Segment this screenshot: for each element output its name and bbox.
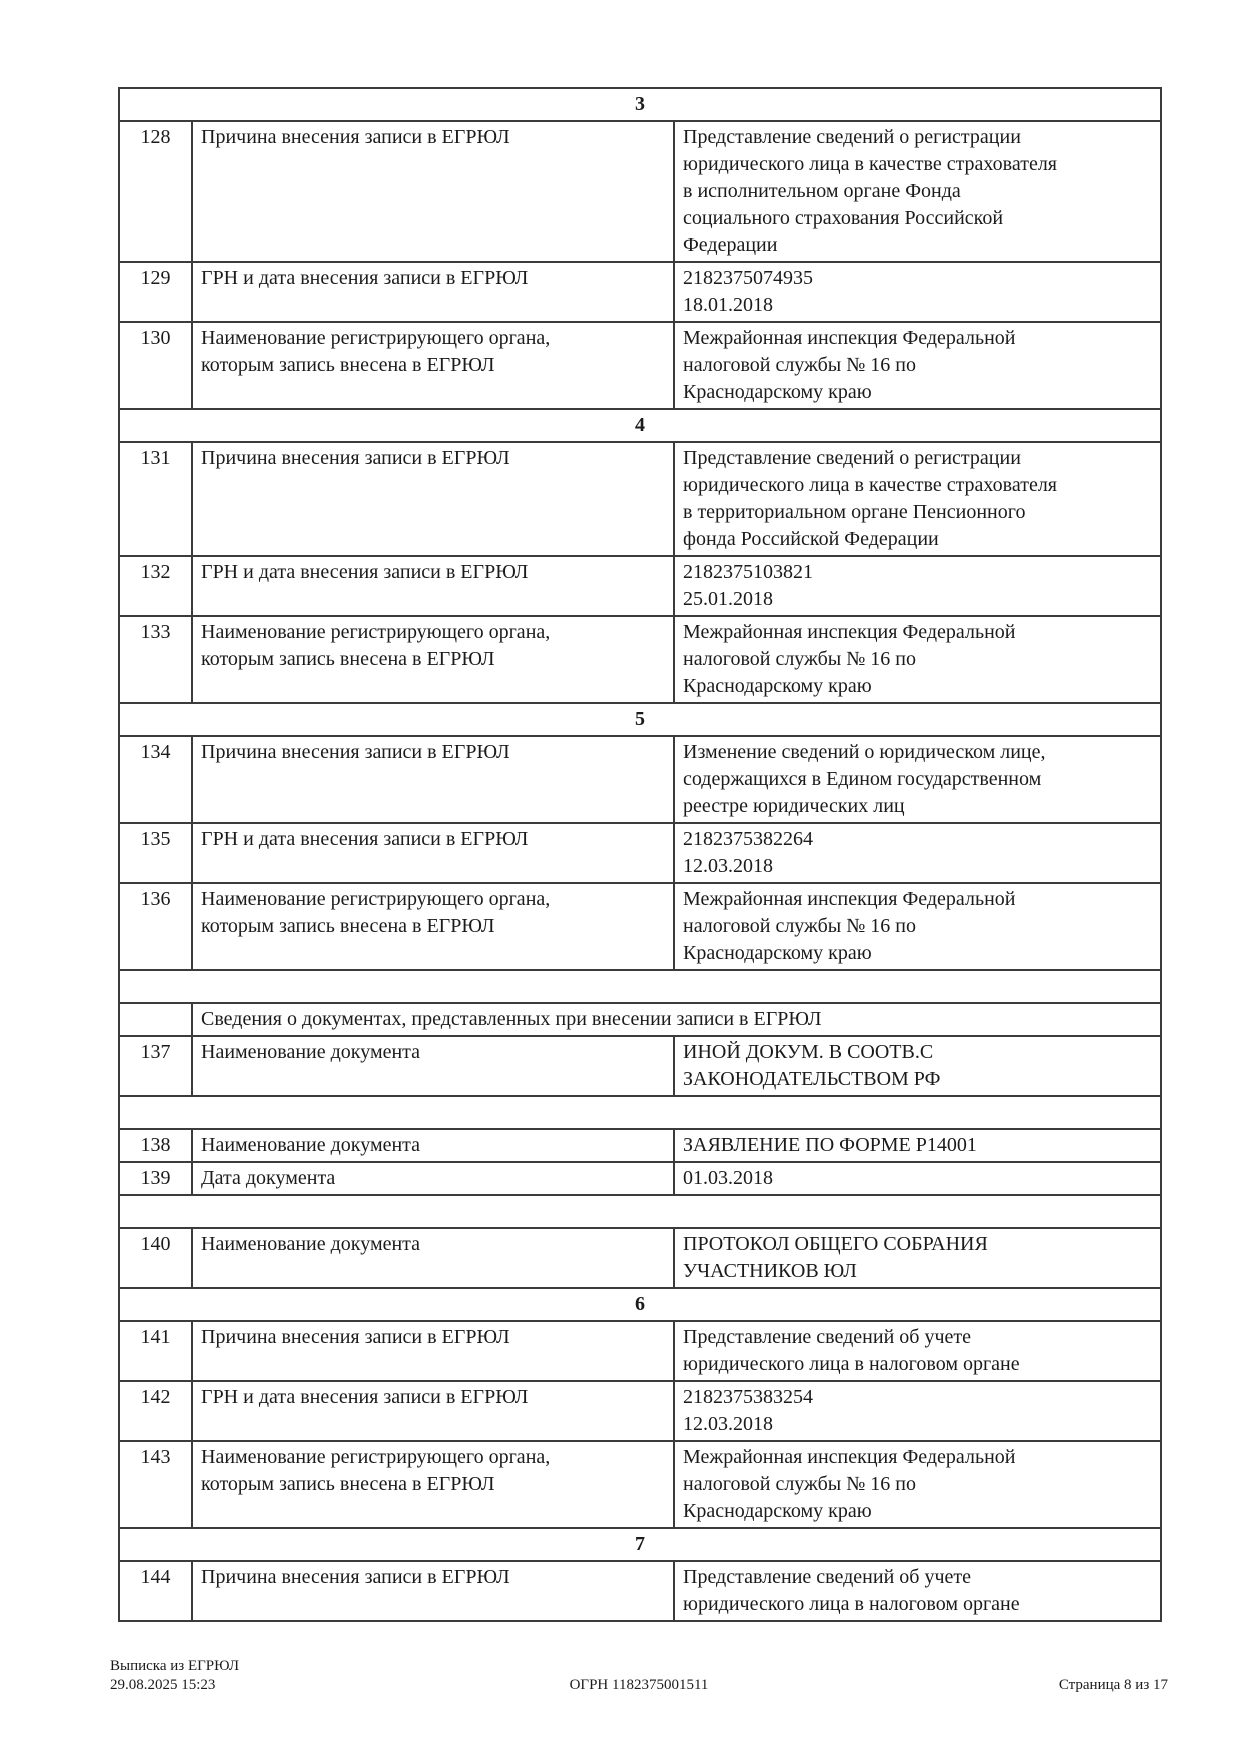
field-label-line: которым запись внесена в ЕГРЮЛ xyxy=(201,648,495,670)
field-value-line: 12.03.2018 xyxy=(683,855,773,877)
footer-datetime: 29.08.2025 15:23 xyxy=(110,1677,216,1693)
field-label-cell xyxy=(192,322,674,409)
field-value-line: Краснодарскому краю xyxy=(683,1500,872,1522)
field-value-line: Представление сведений об учете xyxy=(683,1326,971,1348)
egrul-records-table xyxy=(118,87,1162,1622)
table-row xyxy=(119,616,1161,703)
field-label-line: ГРН и дата внесения записи в ЕГРЮЛ xyxy=(201,561,529,583)
field-label-line: Причина внесения записи в ЕГРЮЛ xyxy=(201,126,510,148)
row-number-cell: 144 xyxy=(119,1561,192,1621)
field-value-line: 2182375382264 xyxy=(683,828,813,850)
field-label-line: Наименование регистрирующего органа, xyxy=(201,888,551,910)
field-value-line: Межрайонная инспекция Федеральной xyxy=(683,621,1016,643)
row-number-cell: 135 xyxy=(119,823,192,883)
field-value-line: юридического лица в качестве страхователя xyxy=(683,474,1058,496)
field-value-line: ЗАЯВЛЕНИЕ ПО ФОРМЕ Р14001 xyxy=(683,1134,977,1156)
field-label-line: ГРН и дата внесения записи в ЕГРЮЛ xyxy=(201,828,529,850)
field-label-cell xyxy=(192,1561,674,1621)
field-label-line: Причина внесения записи в ЕГРЮЛ xyxy=(201,741,510,763)
field-label-line: ГРН и дата внесения записи в ЕГРЮЛ xyxy=(201,267,529,289)
field-value-cell xyxy=(674,556,1161,616)
row-number-cell: 133 xyxy=(119,616,192,703)
field-value-line: налоговой службы № 16 по xyxy=(683,354,916,376)
field-value-line: социального страхования Российской xyxy=(683,207,1004,229)
row-number-cell: 139 xyxy=(119,1162,192,1195)
table-row xyxy=(119,823,1161,883)
row-number-cell: 131 xyxy=(119,442,192,556)
field-value-line: Изменение сведений о юридическом лице, xyxy=(683,741,1046,763)
row-number-cell: 141 xyxy=(119,1321,192,1381)
table-row xyxy=(119,1162,1161,1195)
field-value-line: Краснодарскому краю xyxy=(683,942,872,964)
field-label-cell xyxy=(192,1321,674,1381)
table-row xyxy=(119,322,1161,409)
field-label-line: Причина внесения записи в ЕГРЮЛ xyxy=(201,1566,510,1588)
table-row xyxy=(119,1129,1161,1162)
field-label-cell xyxy=(192,1036,674,1096)
field-value-cell xyxy=(674,1381,1161,1441)
table-row xyxy=(119,442,1161,556)
field-value-line: 25.01.2018 xyxy=(683,588,773,610)
table-row xyxy=(119,556,1161,616)
field-value-cell xyxy=(674,1036,1161,1096)
field-value-line: ПРОТОКОЛ ОБЩЕГО СОБРАНИЯ xyxy=(683,1233,988,1255)
footer-ogrn: ОГРН 1182375001511 xyxy=(569,1677,709,1693)
row-number-cell: 136 xyxy=(119,883,192,970)
field-value-cell xyxy=(674,823,1161,883)
section-number: 7 xyxy=(119,1528,1161,1561)
field-label-cell xyxy=(192,442,674,556)
field-value-line: Межрайонная инспекция Федеральной xyxy=(683,888,1016,910)
field-value-line: в территориальном органе Пенсионного xyxy=(683,501,1026,523)
field-label-cell xyxy=(192,1162,674,1195)
section-number: 5 xyxy=(119,703,1161,736)
section-header-row xyxy=(119,409,1161,442)
table-row xyxy=(119,1036,1161,1096)
field-value-line: ЗАКОНОДАТЕЛЬСТВОМ РФ xyxy=(683,1068,941,1090)
field-value-line: Краснодарскому краю xyxy=(683,675,872,697)
row-number-cell: 137 xyxy=(119,1036,192,1096)
footer-page-number: Страница 8 из 17 xyxy=(1058,1677,1168,1693)
field-label-cell xyxy=(192,556,674,616)
field-value-cell xyxy=(674,442,1161,556)
field-label-line: Причина внесения записи в ЕГРЮЛ xyxy=(201,447,510,469)
field-value-line: УЧАСТНИКОВ ЮЛ xyxy=(683,1260,857,1282)
footer-doc-type: Выписка из ЕГРЮЛ xyxy=(110,1658,239,1674)
row-number-cell: 128 xyxy=(119,121,192,262)
row-number-cell-empty xyxy=(119,1003,192,1036)
field-label-line: Наименование документа xyxy=(201,1134,421,1156)
field-label-cell xyxy=(192,1228,674,1288)
field-value-line: юридического лица в налоговом органе xyxy=(683,1353,1020,1375)
field-value-line: Представление сведений об учете xyxy=(683,1566,971,1588)
table-row xyxy=(119,121,1161,262)
field-value-line: в исполнительном органе Фонда xyxy=(683,180,961,202)
field-label-cell xyxy=(192,121,674,262)
field-value-line: Представление сведений о регистрации xyxy=(683,447,1021,469)
table-row xyxy=(119,736,1161,823)
table-row xyxy=(119,1561,1161,1621)
field-label-cell xyxy=(192,1381,674,1441)
field-label-line: Наименование регистрирующего органа, xyxy=(201,621,551,643)
field-value-line: 12.03.2018 xyxy=(683,1413,773,1435)
row-number-cell: 132 xyxy=(119,556,192,616)
field-value-line: Межрайонная инспекция Федеральной xyxy=(683,327,1016,349)
field-label-line: Наименование документа xyxy=(201,1041,421,1063)
field-label-line: ГРН и дата внесения записи в ЕГРЮЛ xyxy=(201,1386,529,1408)
table-row xyxy=(119,1321,1161,1381)
row-number-cell: 142 xyxy=(119,1381,192,1441)
field-value-cell xyxy=(674,616,1161,703)
egrul-table-body xyxy=(119,88,1161,1621)
field-value-cell xyxy=(674,1441,1161,1528)
field-label-cell xyxy=(192,736,674,823)
field-value-cell xyxy=(674,1129,1161,1162)
field-value-line: Федерации xyxy=(683,234,778,256)
field-value-line: 01.03.2018 xyxy=(683,1167,773,1189)
section-number: 6 xyxy=(119,1288,1161,1321)
field-value-line: налоговой службы № 16 по xyxy=(683,648,916,670)
section-header-row xyxy=(119,1528,1161,1561)
field-value-cell xyxy=(674,1162,1161,1195)
field-value-cell xyxy=(674,736,1161,823)
spacer-cell xyxy=(119,1195,1161,1228)
field-label-line: Дата документа xyxy=(201,1167,336,1189)
documents-subheader-label: Сведения о документах, представленных при внесении записи в ЕГРЮЛ xyxy=(192,1003,1161,1036)
field-label-cell xyxy=(192,883,674,970)
field-value-line: фонда Российской Федерации xyxy=(683,528,939,550)
row-number-cell: 134 xyxy=(119,736,192,823)
table-row xyxy=(119,1381,1161,1441)
field-label-line: Наименование регистрирующего органа, xyxy=(201,1446,551,1468)
section-number: 4 xyxy=(119,409,1161,442)
field-value-line: 2182375074935 xyxy=(683,267,813,289)
row-number-cell: 129 xyxy=(119,262,192,322)
spacer-row xyxy=(119,1195,1161,1228)
field-value-cell xyxy=(674,121,1161,262)
field-value-cell xyxy=(674,322,1161,409)
field-value-cell xyxy=(674,262,1161,322)
field-value-line: Краснодарскому краю xyxy=(683,381,872,403)
table-row xyxy=(119,1228,1161,1288)
documents-subheader-row xyxy=(119,1003,1161,1036)
field-label-cell xyxy=(192,616,674,703)
spacer-row xyxy=(119,1096,1161,1129)
field-value-line: реестре юридических лиц xyxy=(683,795,905,817)
field-label-line: Наименование документа xyxy=(201,1233,421,1255)
table-row xyxy=(119,1441,1161,1528)
row-number-cell: 140 xyxy=(119,1228,192,1288)
section-header-row xyxy=(119,88,1161,121)
field-label-line: которым запись внесена в ЕГРЮЛ xyxy=(201,1473,495,1495)
section-header-row xyxy=(119,703,1161,736)
field-value-line: ИНОЙ ДОКУМ. В СООТВ.С xyxy=(683,1041,934,1063)
field-value-line: юридического лица в качестве страхователя xyxy=(683,153,1058,175)
field-value-cell xyxy=(674,883,1161,970)
field-value-cell xyxy=(674,1561,1161,1621)
spacer-cell xyxy=(119,1096,1161,1129)
field-value-line: 18.01.2018 xyxy=(683,294,773,316)
row-number-cell: 143 xyxy=(119,1441,192,1528)
table-row xyxy=(119,883,1161,970)
field-label-cell xyxy=(192,262,674,322)
field-label-line: Причина внесения записи в ЕГРЮЛ xyxy=(201,1326,510,1348)
field-value-cell xyxy=(674,1321,1161,1381)
field-label-line: Наименование регистрирующего органа, xyxy=(201,327,551,349)
field-value-cell xyxy=(674,1228,1161,1288)
field-value-line: 2182375383254 xyxy=(683,1386,813,1408)
field-value-line: 2182375103821 xyxy=(683,561,813,583)
spacer-cell xyxy=(119,970,1161,1003)
section-number: 3 xyxy=(119,88,1161,121)
table-row xyxy=(119,262,1161,322)
field-value-line: налоговой службы № 16 по xyxy=(683,915,916,937)
field-value-line: юридического лица в налоговом органе xyxy=(683,1593,1020,1615)
field-label-line: которым запись внесена в ЕГРЮЛ xyxy=(201,915,495,937)
field-label-line: которым запись внесена в ЕГРЮЛ xyxy=(201,354,495,376)
field-value-line: содержащихся в Едином государственном xyxy=(683,768,1042,790)
row-number-cell: 138 xyxy=(119,1129,192,1162)
section-header-row xyxy=(119,1288,1161,1321)
field-value-line: Межрайонная инспекция Федеральной xyxy=(683,1446,1016,1468)
field-value-line: Представление сведений о регистрации xyxy=(683,126,1021,148)
field-label-cell xyxy=(192,1129,674,1162)
field-label-cell xyxy=(192,1441,674,1528)
spacer-row xyxy=(119,970,1161,1003)
field-label-cell xyxy=(192,823,674,883)
row-number-cell: 130 xyxy=(119,322,192,409)
field-value-line: налоговой службы № 16 по xyxy=(683,1473,916,1495)
